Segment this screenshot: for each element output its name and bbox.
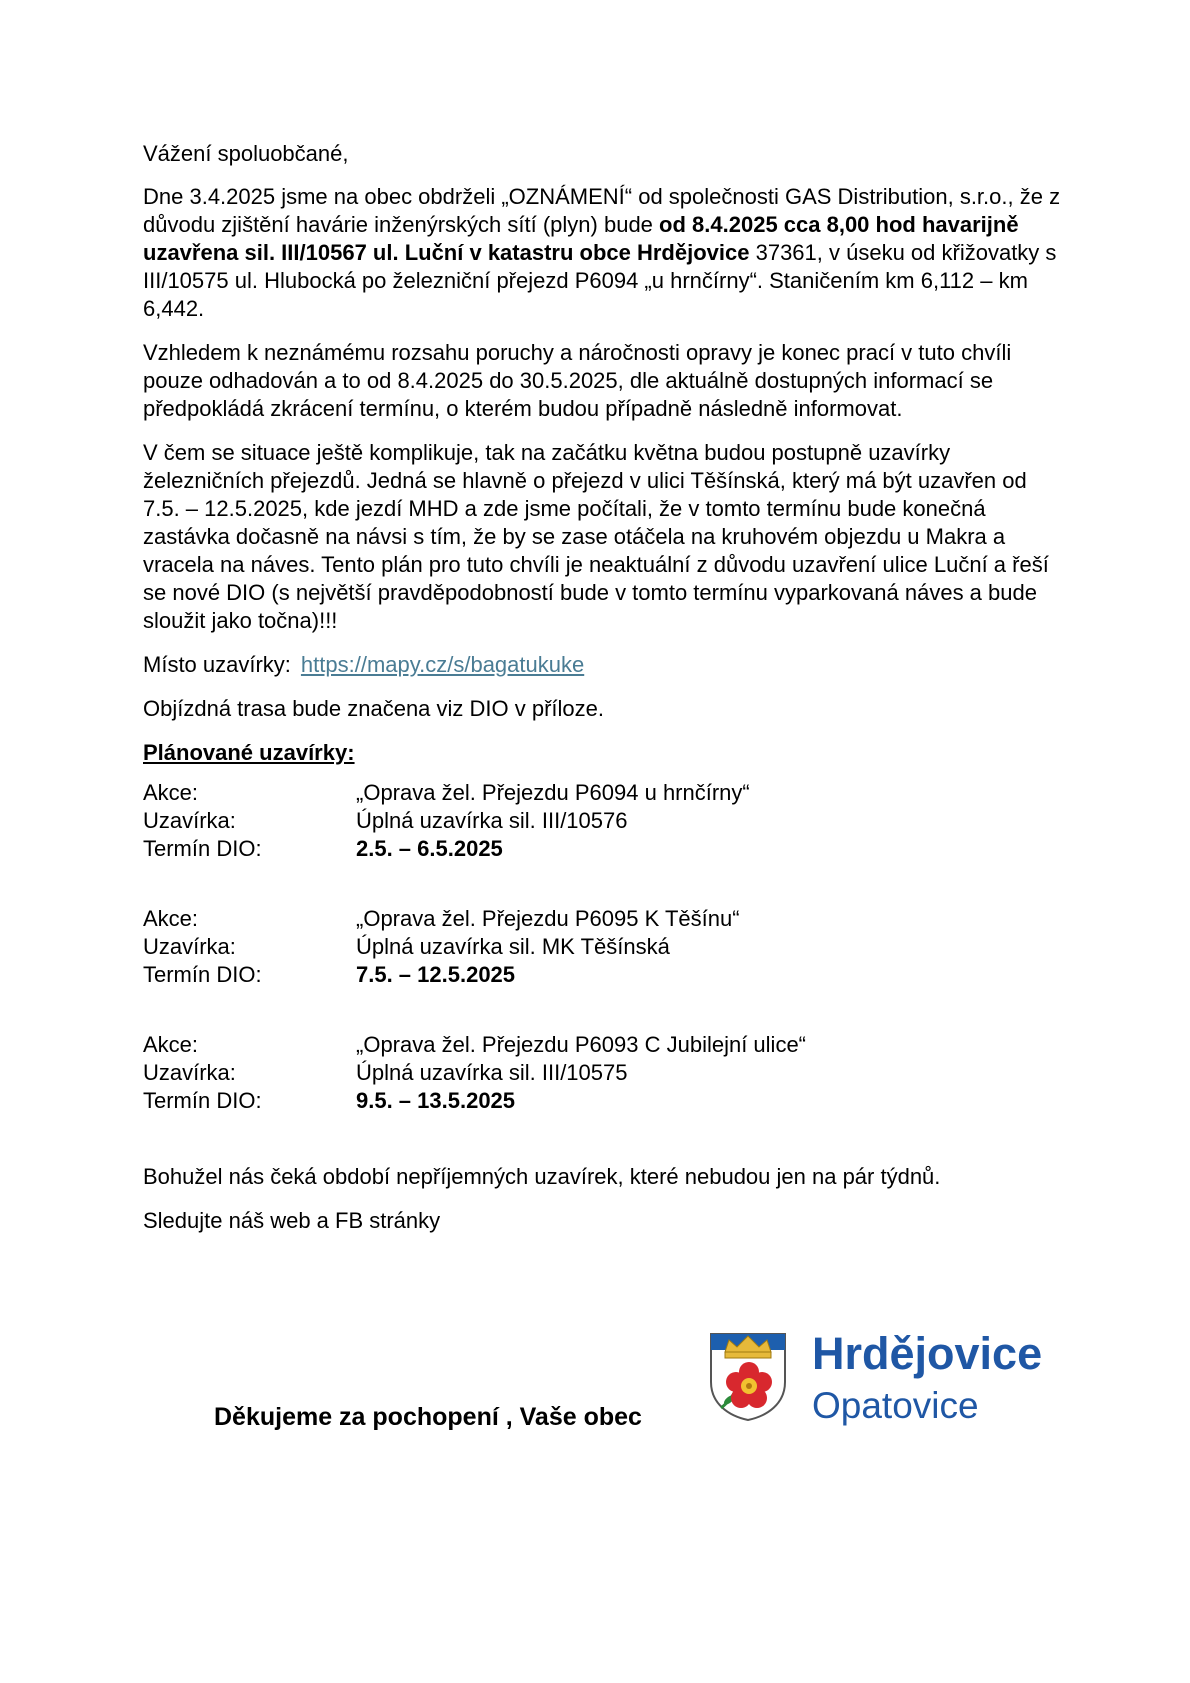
closure-label: Uzavírka: [143,934,236,959]
term-value: 2.5. – 6.5.2025 [356,836,503,861]
brand-name-hrdejovice: Hrdějovice [812,1328,1043,1379]
announcement-text-2: 37361, v úseku od křižovatky s III/10575 ul. Hlubocká po železniční přejezd P6094 „u hrnčírny“. Staničením km 6,112 – km 6,442. [143,240,1057,321]
term-label: Termín DIO: [143,836,262,861]
term-label: Termín DIO: [143,1088,262,1113]
action-value: „Oprava žel. Přejezdu P6093 C Jubilejní ulice“ [356,1032,807,1057]
closure-location [143,651,1063,679]
closure-action-row [143,779,1063,807]
action-value: „Oprava žel. Přejezdu P6094 u hrnčírny“ [356,780,750,805]
paragraph-follow: Sledujte náš web a FB stránky [143,1208,441,1233]
paragraph-unfortunately: Bohužel nás čeká období nepříjemných uzavírek, které nebudou jen na pár týdnů. [143,1164,941,1189]
paragraph-announcement [143,183,1063,323]
greeting: Vážení spoluobčané, [143,141,349,166]
action-label: Akce: [143,906,199,931]
closure-value: Úplná uzavírka sil. MK Těšínská [356,934,670,959]
coat-of-arms-icon [707,1330,789,1422]
action-label: Akce: [143,780,199,805]
closure-label: Uzavírka: [143,1060,236,1085]
closure-term-row [143,835,1063,863]
detour-note: Objízdná trasa bude značena viz DIO v příloze. [143,696,605,721]
closure-action-row [143,905,1063,933]
closure-type-row [143,807,1063,835]
closure-term-row [143,961,1063,989]
closure-entry [143,905,1063,989]
closure-action-row [143,1031,1063,1059]
paragraph-complications: V čem se situace ještě komplikuje, tak na začátku května budou postupně uzavírky železničních přejezdů. Jedná se hlavně o přejezd v ulici Těšínská, který má být uzavřen od 7.5. – 12.5.2025, kde jezdí MHD a zde jsme počítali, že v tomto termínu bude konečná zastávka dočasně na návsi s tím, že by se zase otáčela na kruhovém objezdu u Makra a vracela na náves. Tento plán pro tuto chvíli je neaktuální z důvodu uzavření ulice Luční a řeší se nové DIO (s největší pravděpodobností bude v tomto termínu vyparkovaná náves a bude sloužit jako točna)!!! [143,440,1049,633]
closure-value: Úplná uzavírka sil. III/10576 [356,808,628,833]
map-link[interactable]: https://mapy.cz/s/bagatukuke [300,652,585,677]
announcement-bold: od 8.4.2025 cca 8,00 hod havarijně uzavřena sil. III/10567 ul. Luční v katastru obce Hrdějovice [143,212,1019,265]
closure-term-row [143,1087,1063,1115]
closing-thanks: Děkujeme za pochopení , Vaše obec [214,1403,642,1431]
closure-entry [143,779,1063,863]
closure-type-row [143,933,1063,961]
term-value: 7.5. – 12.5.2025 [356,962,516,987]
action-label: Akce: [143,1032,199,1057]
brand-name-opatovice: Opatovice [812,1385,979,1426]
closure-value: Úplná uzavírka sil. III/10575 [356,1060,628,1085]
action-value: „Oprava žel. Přejezdu P6095 K Těšínu“ [356,906,740,931]
term-label: Termín DIO: [143,962,262,987]
term-value: 9.5. – 13.5.2025 [356,1088,516,1113]
planned-closures-heading: Plánované uzavírky: [143,740,355,765]
closure-type-row [143,1059,1063,1087]
paragraph-estimate: Vzhledem k neznámému rozsahu poruchy a náročnosti opravy je konec prací v tuto chvíli pouze odhadován a to od 8.4.2025 do 30.5.2025, dle aktuálně dostupných informací se předpokládá zkrácení termínu, o kterém budou případně následně informovat. [143,340,1012,421]
announcement-text-1: Dne 3.4.2025 jsme na obec obdrželi „OZNÁMENÍ“ od společnosti GAS Distribution, s.r.o., že z důvodu zjištění havárie inženýrských sítí (plyn) bude [143,184,1061,237]
closure-label: Uzavírka: [143,808,236,833]
closure-entry [143,1031,1063,1115]
letter-body [143,140,1063,1251]
location-label: Místo uzavírky: [143,652,291,677]
